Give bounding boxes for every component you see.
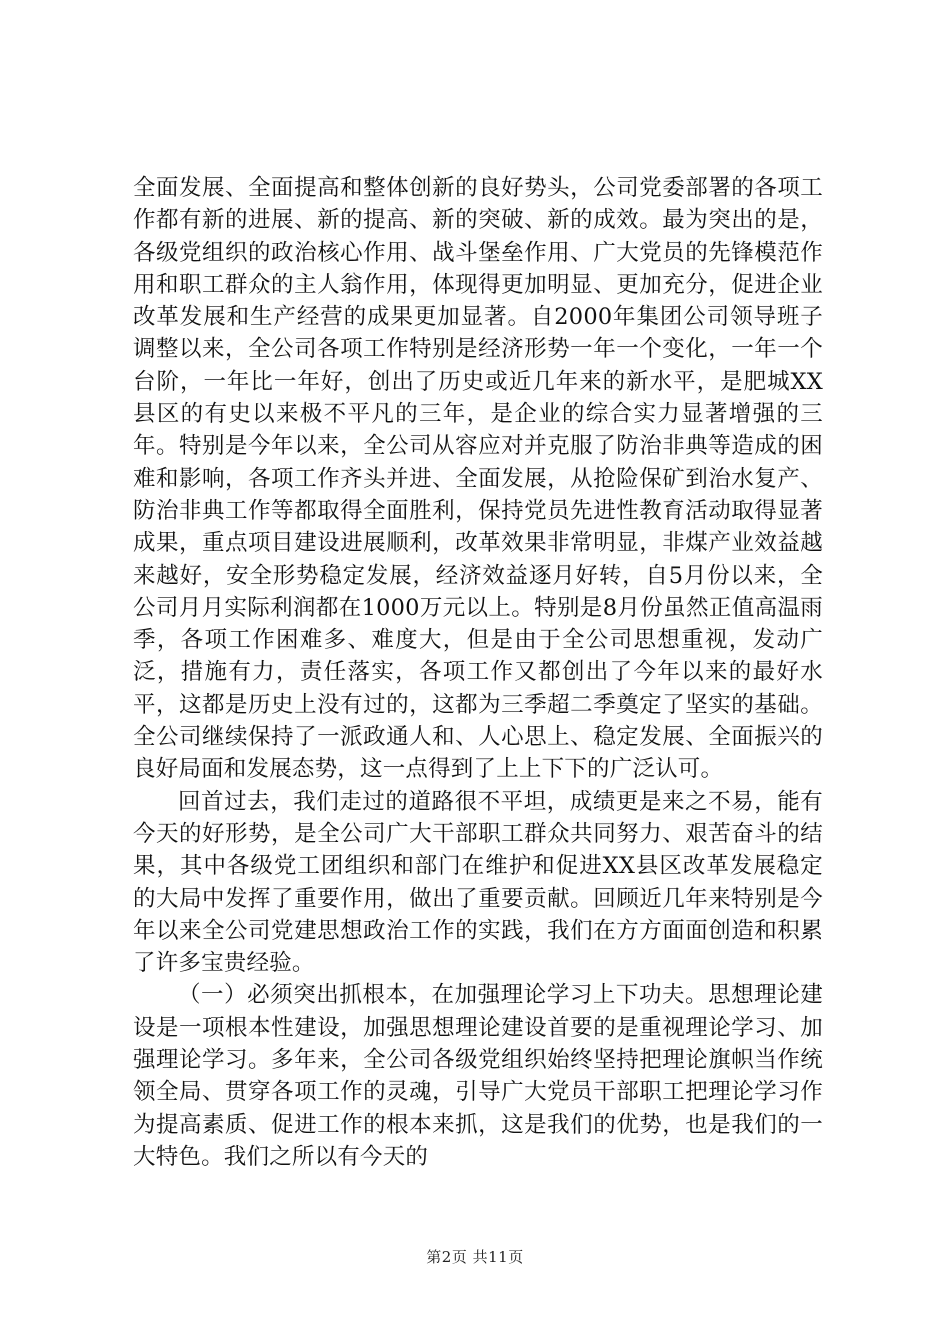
document-body xyxy=(133,172,823,1173)
page-number-footer: 第2页 共11页 xyxy=(426,1248,524,1266)
paragraph-continuation: 全面发展、全面提高和整体创新的良好势头，公司党委部署的各项工作都有新的进展、新的提高、新的突破、新的成效。最为突出的是，各级党组织的政治核心作用、战斗堡垒作用、广大党员的先锋模范作用和职工群众的主人翁作用，体现得更加明显、更加充分，促进企业改革发展和生产经营的成果更加显著。自2000年集团公司领导班子调整以来，全公司各项工作特别是经济形势一年一个变化，一年一个台阶，一年比一年好，创出了历史或近几年来的新水平，是肥城XX县区的有史以来极不平凡的三年，是企业的综合实力显著增强的三年。特别是今年以来，全公司从容应对并克服了防治非典等造成的困难和影响，各项工作齐头并进、全面发展，从抢险保矿到治水复产、防治非典工作等都取得全面胜利，保持党员先进性教育活动取得显著成果，重点项目建设进展顺利，改革效果非常明显，非煤产业效益越来越好，安全形势稳定发展，经济效益逐月好转，自5月份以来，全公司月月实际利润都在1000万元以上。特别是8月份虽然正值高温雨季，各项工作困难多、难度大，但是由于全公司思想重视，发动广泛，措施有力，责任落实，各项工作又都创出了今年以来的最好水平，这都是历史上没有过的，这都为三季超二季奠定了坚实的基础。全公司继续保持了一派政通人和、人心思上、稳定发展、全面振兴的良好局面和发展态势，这一点得到了上上下下的广泛认可。 xyxy=(133,175,823,783)
paragraph-section-one: （一）必须突出抓根本，在加强理论学习上下功夫。思想理论建设是一项根本性建设，加强思想理论建设首要的是重视理论学习、加强理论学习。多年来，全公司各级党组织始终坚持把理论旗帜当作统领全局、贯穿各项工作的灵魂，引导广大党员干部职工把理论学习作为提高素质、促进工作的根本来抓，这是我们的优势，也是我们的一大特色。我们之所以有今天的 xyxy=(133,982,823,1170)
paragraph-review: 回首过去，我们走过的道路很不平坦，成绩更是来之不易，能有今天的好形势，是全公司广大干部职工群众共同努力、艰苦奋斗的结果，其中各级党工团组织和部门在维护和促进XX县区改革发展稳定的大局中发挥了重要作用，做出了重要贡献。回顾近几年来特别是今年以来全公司党建思想政治工作的实践，我们在方方面面创造和积累了许多宝贵经验。 xyxy=(133,788,823,977)
